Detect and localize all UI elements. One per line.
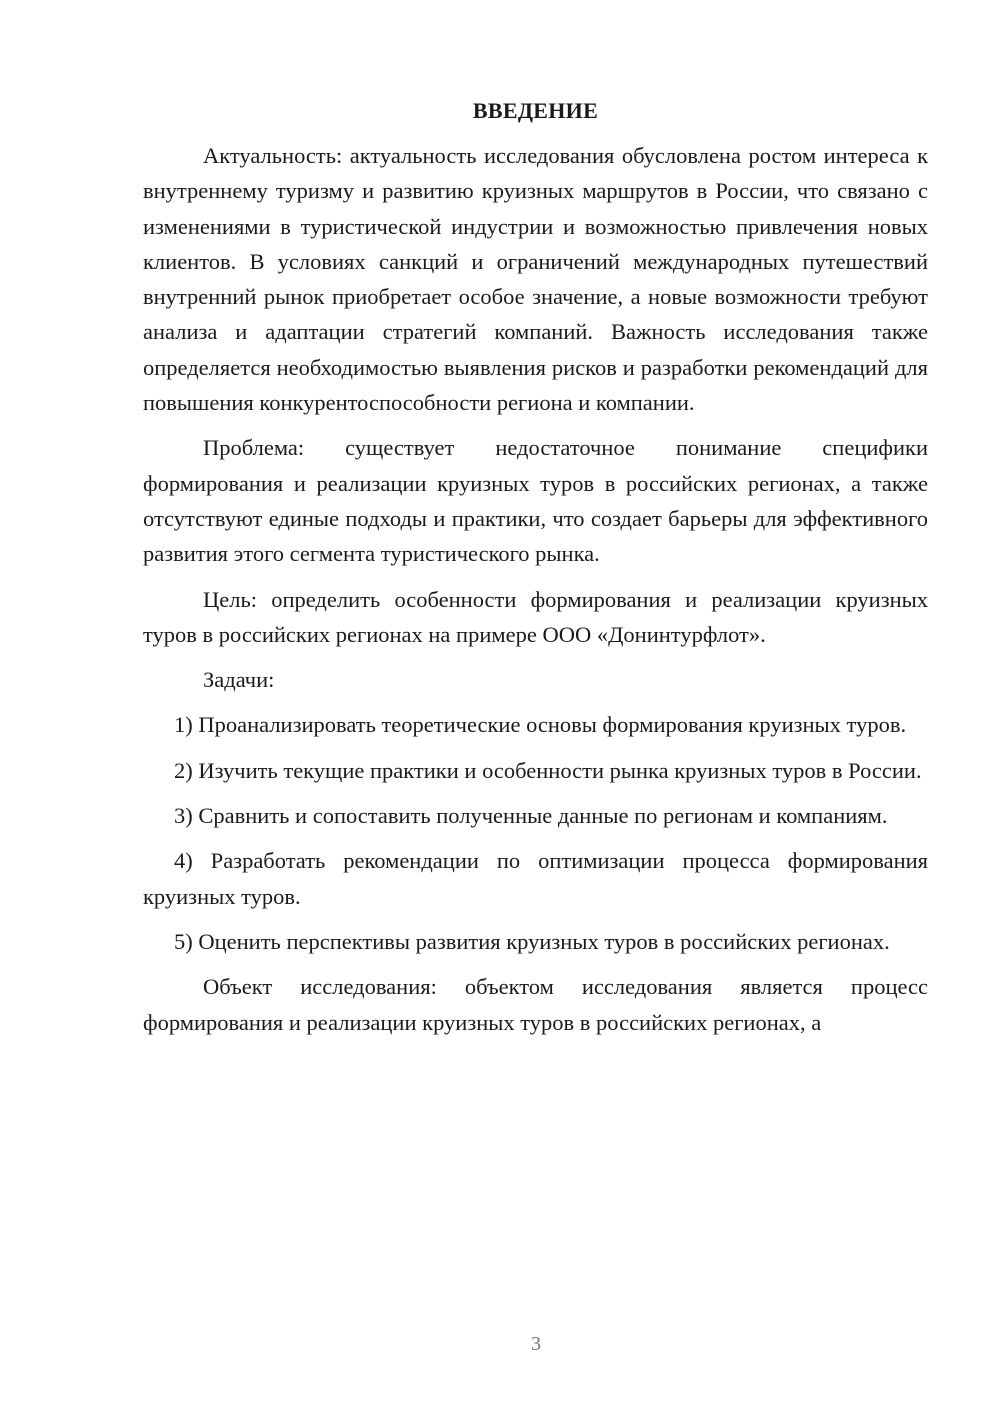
- task-item-4: 4) Разработать рекомендации по оптимизации процесса формирования круизных туров.: [143, 848, 928, 909]
- problem-paragraph: Проблема: существует недостаточное понимание специфики формирования и реализации круизных туров в российских регионах, а также отсутствуют единые подходы и практики, что создает барьеры для эффективного развития этого сегмента туристического рынка.: [143, 435, 928, 567]
- task-item-1: 1) Проанализировать теоретические основы формирования круизных туров.: [174, 712, 907, 738]
- tasks-label: Задачи:: [203, 667, 275, 693]
- object-paragraph: Объект исследования: объектом исследования является процесс формирования и реализации круизных туров в российских регионах, а: [143, 974, 928, 1035]
- task-item-5: 5) Оценить перспективы развития круизных туров в российских регионах.: [174, 928, 890, 954]
- section-heading: ВВЕДЕНИЕ: [472, 98, 599, 123]
- task-item-2: 2) Изучить текущие практики и особенности рынка круизных туров в России.: [174, 757, 922, 783]
- page-content: [143, 96, 928, 1050]
- relevance-paragraph: Актуальность: актуальность исследования обусловлена ростом интереса к внутреннему туризму и развитию круизных маршрутов в России, что связано с изменениями в туристической индустрии и возможностью привлечения новых клиентов. В условиях санкций и ограничений международных путешествий внутренний рынок приобретает особое значение, а новые возможности требуют анализа и адаптации стратегий компаний. Важность исследования также определяется необходимостью выявления рисков и разработки рекомендаций для повышения конкурентоспособности региона и компании.: [143, 143, 928, 416]
- task-item-3: 3) Сравнить и сопоставить полученные данные по регионам и компаниям.: [174, 803, 888, 829]
- goal-paragraph: Цель: определить особенности формирования и реализации круизных туров в российских регионах на примере ООО «Донинтурфлот».: [143, 586, 928, 647]
- page-number: 3: [531, 1333, 541, 1355]
